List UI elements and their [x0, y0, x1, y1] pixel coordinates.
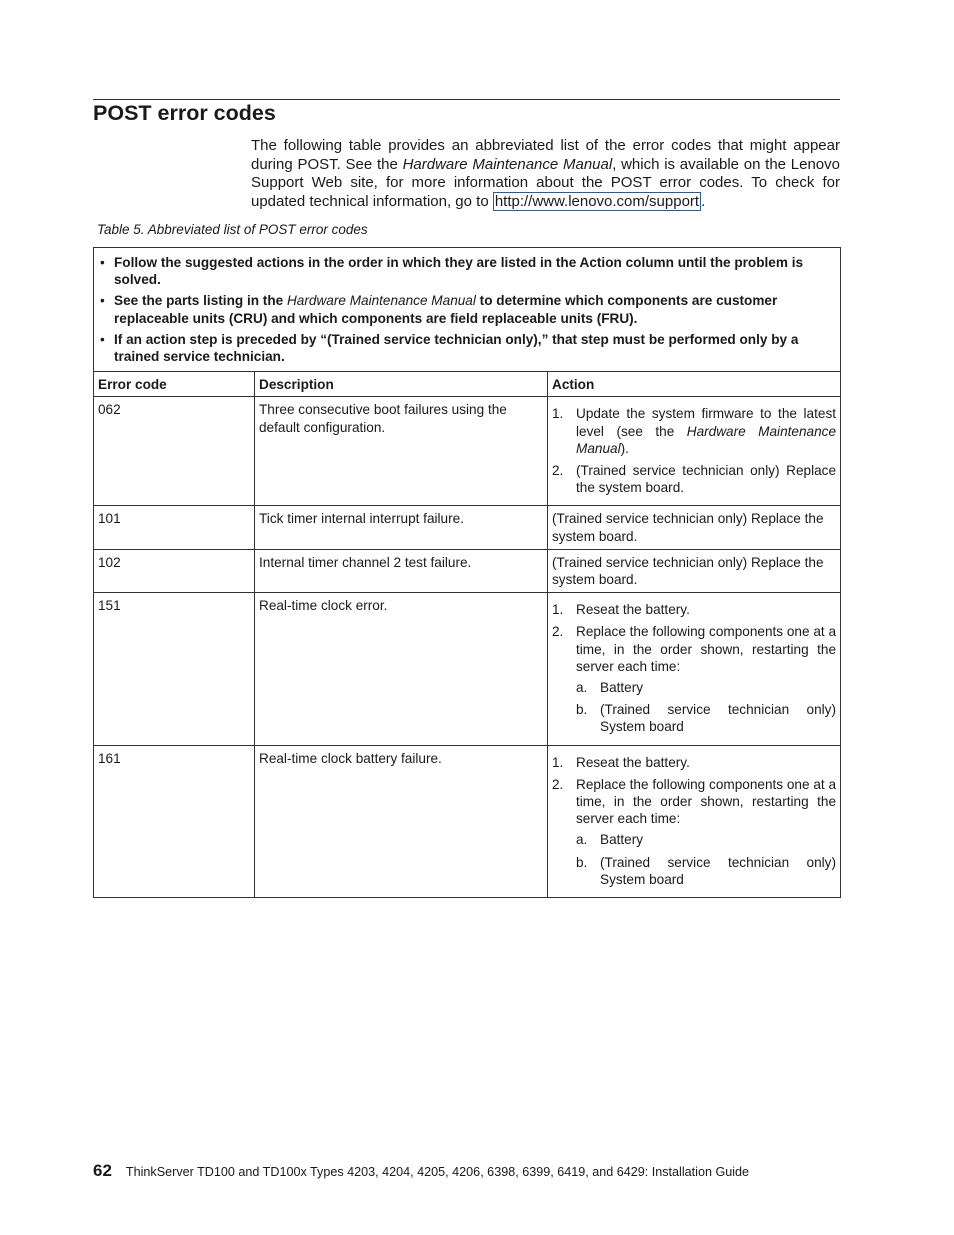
- error-code-cell: 062: [94, 397, 255, 506]
- error-code-cell: 161: [94, 745, 255, 897]
- action-cell: (Trained service technician only) Replace the system board.: [548, 506, 841, 549]
- action-cell: [548, 745, 841, 897]
- note-item: • If an action step is preceded by “(Trained service technician only),” that step must be performed only by a trained service technician.: [98, 331, 836, 365]
- sub-step-text: Battery: [600, 832, 644, 848]
- note-text-continued: to determine which components are customer replaceable units (CRU) and which components are field replaceable units (FRU).: [114, 293, 778, 326]
- header-row: [94, 372, 841, 397]
- intro-end: .: [701, 193, 706, 211]
- step-text: Reseat the battery.: [576, 754, 690, 770]
- step-number: 2.: [552, 463, 564, 479]
- table-row: [94, 593, 841, 745]
- note-item: [98, 292, 836, 326]
- header-action: Action: [548, 372, 841, 397]
- intro-paragraph: [251, 137, 840, 212]
- step-number: 1.: [552, 602, 564, 618]
- action-step: [552, 754, 836, 771]
- step-manual-title: Hardware Maintenance Manual: [576, 423, 837, 456]
- sub-step-letter: a.: [576, 832, 588, 848]
- intro-text-continued: , which is available on the Lenovo Support Web site, for more information about the POST error codes. To check for updated technical information, go to: [251, 155, 840, 211]
- sub-step: [576, 854, 836, 888]
- notes-row: [94, 248, 841, 372]
- sub-step-letter: b.: [576, 702, 588, 718]
- description-cell: Internal timer channel 2 test failure.: [255, 549, 548, 592]
- sub-steps: [576, 831, 836, 888]
- action-step: [552, 776, 836, 888]
- sub-steps: [576, 679, 836, 736]
- table-row: [94, 549, 841, 592]
- note-text: See the parts listing in the: [114, 293, 287, 309]
- sub-step-text: (Trained service technician only) System board: [600, 854, 837, 887]
- table-caption: Table 5. Abbreviated list of POST error codes: [97, 222, 368, 237]
- step-text: Update the system firmware to the latest level (see the: [576, 406, 837, 439]
- action-step: [552, 405, 836, 457]
- page-title: POST error codes: [93, 101, 276, 125]
- lenovo-support-link[interactable]: http://www.lenovo.com/support: [494, 193, 700, 211]
- action-cell: (Trained service technician only) Replace the system board.: [548, 549, 841, 592]
- notes-list: [98, 254, 836, 365]
- description-cell: Tick timer internal interrupt failure.: [255, 506, 548, 549]
- step-text: Reseat the battery.: [576, 602, 690, 618]
- step-text: Replace the following components one at a time, in the order shown, restarting the server each time:: [576, 776, 837, 827]
- action-steps: [552, 601, 836, 735]
- footer-title: ThinkServer TD100 and TD100x Types 4203, 4204, 4205, 4206, 6398, 6399, 6419, and 6429: Installation Guide: [125, 1165, 750, 1179]
- error-code-cell: 101: [94, 506, 255, 549]
- sub-step-letter: b.: [576, 854, 588, 870]
- sub-step: [576, 701, 836, 735]
- description-cell: Three consecutive boot failures using the default configuration.: [255, 397, 548, 506]
- step-number: 1.: [552, 406, 564, 422]
- sub-step-text: (Trained service technician only) System board: [600, 702, 837, 735]
- step-text: (Trained service technician only) Replace the system board.: [576, 463, 837, 496]
- action-step: [552, 462, 836, 496]
- header-error-code: Error code: [94, 372, 255, 397]
- sub-step: [576, 831, 836, 848]
- table-row: [94, 745, 841, 897]
- table-row: [94, 506, 841, 549]
- page-footer: [93, 1161, 749, 1181]
- error-code-cell: 102: [94, 549, 255, 592]
- section-rule: [93, 99, 840, 100]
- step-text: Replace the following components one at a time, in the order shown, restarting the server each time:: [576, 624, 837, 674]
- action-cell: [548, 593, 841, 745]
- action-steps: [552, 405, 836, 496]
- description-cell: Real-time clock error.: [255, 593, 548, 745]
- step-number: 2.: [552, 776, 564, 792]
- sub-step: [576, 679, 836, 696]
- note-item: • Follow the suggested actions in the order in which they are listed in the Action column until the problem is solved.: [98, 254, 836, 288]
- action-step: [552, 623, 836, 735]
- sub-step-text: Battery: [600, 680, 644, 696]
- action-cell: [548, 397, 841, 506]
- error-codes-table: [93, 247, 841, 898]
- step-number: 2.: [552, 624, 564, 640]
- description-cell: Real-time clock battery failure.: [255, 745, 548, 897]
- step-number: 1.: [552, 754, 564, 770]
- header-description: Description: [255, 372, 548, 397]
- notes-cell: [94, 248, 841, 372]
- sub-step-letter: a.: [576, 680, 588, 696]
- intro-text: The following table provides an abbreviated list of the error codes that might appear during POST. See the: [251, 137, 840, 173]
- action-steps: [552, 754, 836, 888]
- error-code-cell: 151: [94, 593, 255, 745]
- step-text-end: ).: [620, 440, 629, 456]
- action-step: [552, 601, 836, 618]
- table-row: [94, 397, 841, 506]
- page-number: 62: [93, 1161, 112, 1180]
- note-manual-title: Hardware Maintenance Manual: [286, 293, 476, 309]
- intro-manual-title: Hardware Maintenance Manual: [402, 155, 613, 173]
